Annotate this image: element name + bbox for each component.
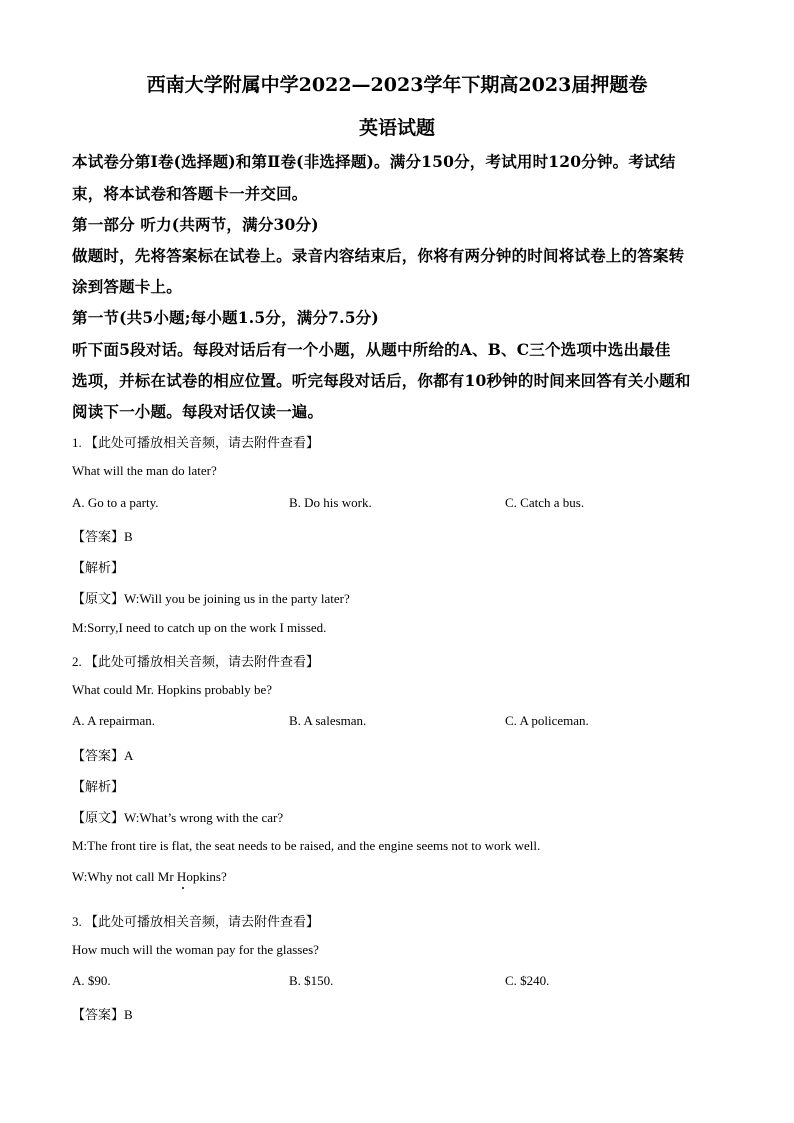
- answer-value: B: [124, 1007, 133, 1022]
- question-2-header: [72, 651, 319, 670]
- question-1-analysis: [72, 557, 124, 576]
- question-1-transcript-2: M:Sorry,I need to catch up on the work I missed.: [72, 620, 327, 635]
- question-number: 3.: [72, 914, 82, 929]
- intro-line-1: 本试卷分第Ⅰ卷(选择题)和第Ⅱ卷(非选择题)。满分150分，考试用时120分钟。考试结: [72, 152, 676, 171]
- question-3-text: How much will the woman pay for the glasses?: [72, 942, 319, 957]
- question-1-transcript-1: [72, 588, 350, 607]
- answer-value: B: [124, 529, 133, 544]
- part-one-heading: 第一部分 听力(共两节，满分30分): [72, 215, 319, 234]
- question-2-transcript-3: W:Why not call Mr Hopkins?: [72, 869, 227, 884]
- question-3-option-b: B. $150.: [289, 973, 334, 988]
- question-2-text: What could Mr. Hopkins probably be?: [72, 682, 273, 697]
- question-1-option-c: C. Catch a bus.: [505, 495, 585, 510]
- analysis-label: 【解析】: [72, 561, 125, 576]
- document-title: 西南大学附属中学2022—2023学年下期高2023届押题卷: [146, 74, 648, 96]
- question-2-transcript-1: [72, 807, 283, 826]
- instruction-line-2: 涂到答题卡上。: [72, 277, 182, 296]
- question-1-option-b: B. Do his work.: [289, 495, 372, 510]
- question-2-transcript-2: M:The front tire is flat, the seat needs to be raised, and the engine seems not to work well.: [72, 838, 541, 853]
- original-label: 【原文】: [72, 592, 125, 607]
- question-1-text: What will the man do later?: [72, 463, 217, 478]
- question-3-header: [72, 911, 319, 930]
- audio-note: 【此处可播放相关音频，请去附件查看】: [85, 915, 320, 930]
- question-2-option-a: A. A repairman.: [72, 713, 156, 728]
- analysis-label: 【解析】: [72, 780, 125, 795]
- answer-label: 【答案】: [72, 749, 125, 764]
- question-1-option-a: A. Go to a party.: [72, 495, 159, 510]
- instruction-line-1: 做题时，先将答案标在试卷上。录音内容结束后，你将有两分钟的时间将试卷上的答案转: [72, 246, 685, 265]
- answer-value: A: [124, 748, 134, 763]
- section-instruction-3: 阅读下一小题。每段对话仅读一遍。: [72, 402, 324, 421]
- document-subtitle: 英语试题: [358, 117, 435, 139]
- question-1-answer: [72, 526, 133, 545]
- question-2-option-c: C. A policeman.: [505, 713, 589, 728]
- transcript-line: W:Will you be joining us in the party later?: [124, 591, 350, 606]
- question-2-option-b: B. A salesman.: [289, 713, 367, 728]
- question-2-analysis: [72, 776, 124, 795]
- question-1-header: [72, 432, 319, 451]
- question-number: 1.: [72, 435, 82, 450]
- question-3-option-c: C. $240.: [505, 973, 550, 988]
- section-instruction-2: 选项，并标在试卷的相应位置。听完每段对话后，你都有10秒钟的时间来回答有关小题和: [72, 371, 691, 390]
- answer-label: 【答案】: [72, 530, 125, 545]
- question-3-answer: [72, 1004, 133, 1023]
- section-instruction-1: 听下面5段对话。每段对话后有一个小题，从题中所给的A、B、C三个选项中选出最佳: [72, 340, 671, 359]
- original-label: 【原文】: [72, 811, 125, 826]
- intro-line-2: 束，将本试卷和答题卡一并交回。: [72, 184, 308, 203]
- audio-note: 【此处可播放相关音频，请去附件查看】: [85, 655, 320, 670]
- emphasis-dot: [182, 887, 184, 889]
- question-number: 2.: [72, 654, 82, 669]
- answer-label: 【答案】: [72, 1008, 125, 1023]
- section-one-heading: 第一节(共5小题;每小题1.5分，满分7.5分): [72, 308, 379, 327]
- question-3-option-a: A. $90.: [72, 973, 111, 988]
- question-2-answer: [72, 745, 133, 764]
- audio-note: 【此处可播放相关音频，请去附件查看】: [85, 436, 320, 451]
- transcript-line: W:What’s wrong with the car?: [124, 810, 284, 825]
